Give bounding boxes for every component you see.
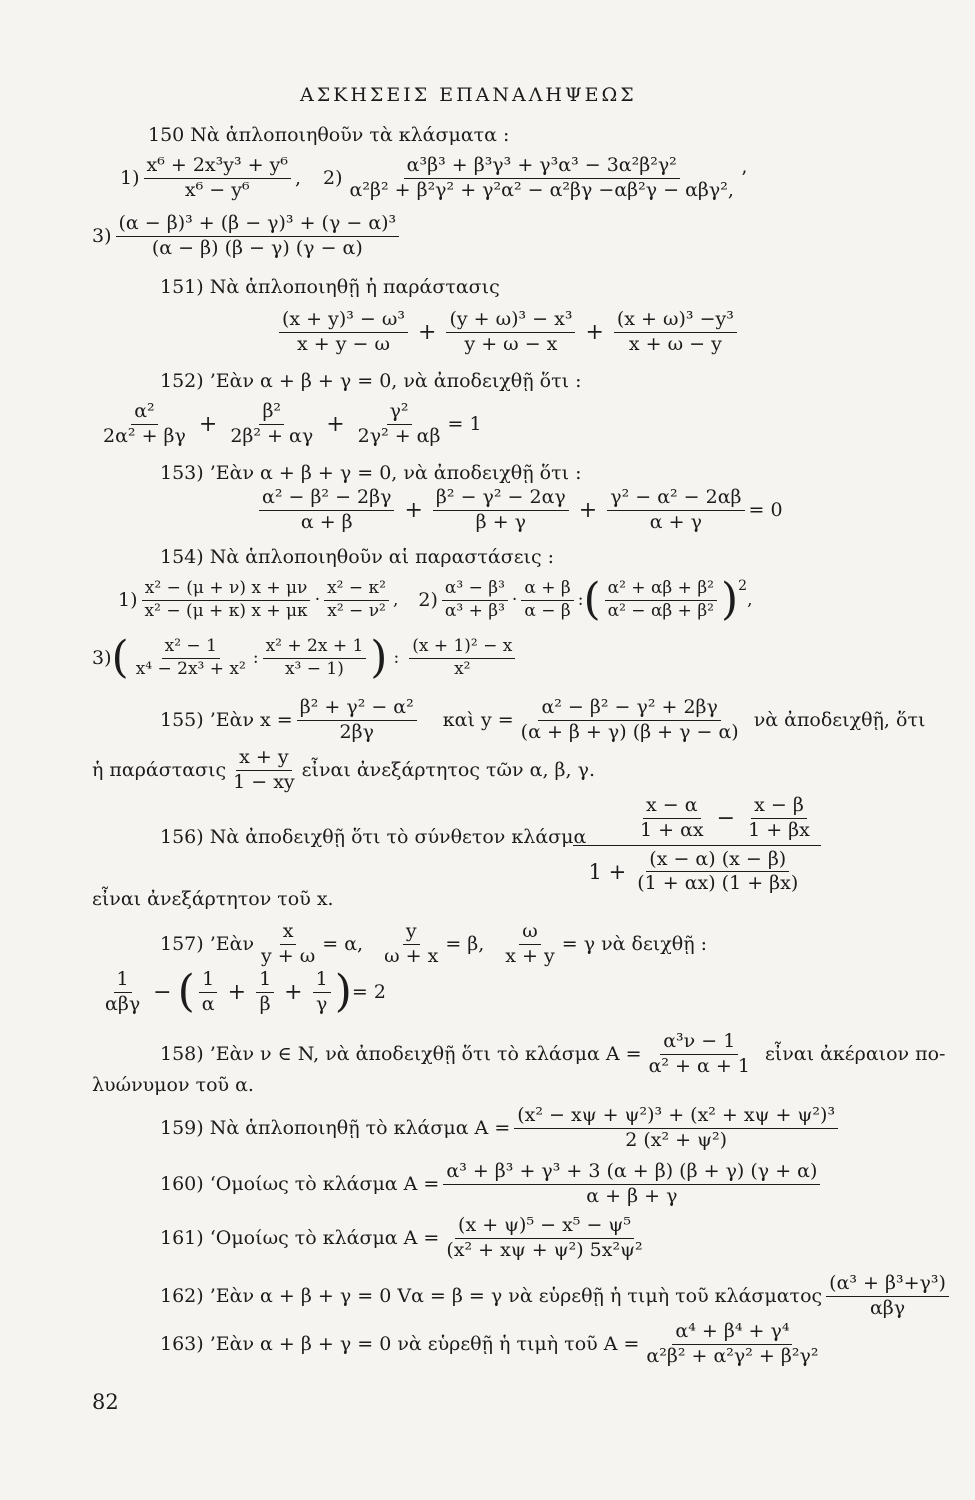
exercise-151-label: 151) Νὰ ἁπλοποιηθῇ ἡ παράστασις [160,276,500,298]
fraction: $\frac{\text{α³ν − 1}}{\text{α² + α + 1}}$ [648,1030,750,1077]
item-index: 3) [92,647,112,669]
fraction: $\frac{(x - \alpha) (x - \beta)}{(1 + \alpha x) (1 + \beta x)}$ [637,847,799,895]
exercise-161: 161) ‘Ομοίως τὸ κλάσμα A = $\frac{\text{(x + ψ)⁵ − x⁵ − ψ⁵}}{\text{(x² + xψ + ψ²) 5x²ψ²}}$ [160,1214,650,1263]
exercise-160: 160) ‘Ομοίως τὸ κλάσμα A = $\frac{\text{α³ + β³ + γ³ + 3 (α + β) (β + γ) (γ + α)}}{\alpha + \beta + \gamma}$ [160,1160,824,1209]
exercise-154-line1: 1) $\frac{\text{x² − (μ + ν) x + μν}}{\text{x² − (μ + κ) x + μκ}}$ · $\frac{\text{x² − κ²}}{\text{x² − ν²}}$ , 2) $\frac{\text{α³ − β³}}{\text{α³ + β³}}$ · $\frac{\alpha + \beta}{\alpha - \beta}$ : ( $\frac{\text{α² + αβ + β²}}{\text{α² − αβ + β²}}$ ) 2 , [118,574,753,625]
exercise-156-compound-fraction: $\frac{x - \alpha}{1 + \alpha x}$ − $\frac{x - \beta}{1 + \beta x}$ 1 + $\frac{(x - \alpha) (x - \beta)}{(1 + \alpha x) (1 + \beta x)}$ [573,794,821,896]
exercise-154-line2: 3) ( $\frac{\text{x² − 1}}{\text{x⁴ − 2x³ + x²}}$ : $\frac{\text{x² + 2x + 1}}{\text{x³ − 1)}}$ ) : $\frac{\text{(x + 1)² − x}}{\text{x²}}$ [92,636,519,680]
fraction: $\frac{\text{(x + ψ)⁵ − x⁵ − ψ⁵}}{\text{(x² + xψ + ψ²) 5x²ψ²}}$ [446,1214,643,1261]
exercise-163: 163) ’Εὰν α + β + γ = 0 νὰ εὑρεθῇ ἡ τιμὴ τοῦ A = $\frac{\text{α⁴ + β⁴ + γ⁴}}{\text{α²β² + α²γ² + β²γ²}}$ [160,1320,825,1369]
exercise-153-equation: $\frac{\text{α² − β² − 2βγ}}{\alpha + \beta}$ + $\frac{\text{β² − γ² − 2αγ}}{\beta + \gamma}$ + $\frac{\text{γ² − α² − 2αβ}}{\alpha + \gamma}$ = 0 [255,486,783,535]
exercise-162: 162) ’Εὰν α + β + γ = 0 Vα = β = γ νὰ εὑρεθῇ ἡ τιμὴ τοῦ κλάσματος $\frac{\text{(α³ + β³+γ³)}}{\text{αβγ}}$ [160,1272,953,1321]
fraction: $\frac{\text{β² + γ² − α²}}{2\beta\gamma}$ [297,696,417,745]
exercise-157-line1: 157) ’Εὰν $\frac{x}{y + \omega}$ = α, $\frac{y}{\omega + x}$ = β, $\frac{\omega}{x + y}$ = γ νὰ δειχθῇ : [160,920,708,967]
fraction: $\frac{\text{(x + ω)³ −y³}}{x + \omega - y}$ [614,308,737,357]
exercise-152-equation: $\frac{\text{α²}}{\text{2α² + βγ}}$ + $\frac{\text{β²}}{\text{2β² + αγ}}$ + $\frac{\text{γ²}}{\text{2γ² + αβ}}$ = 1 [96,400,482,449]
exercise-150-line2 [92,212,403,261]
fraction: $\frac{x + y}{1 - xy}$ [233,746,295,793]
exercise-158-line2: λυώνυμον τοῦ α. [92,1074,254,1096]
fraction: $\frac{\text{(y + ω)³ − x³}}{y + \omega - x}$ [446,308,575,357]
exercise-152-label: 152) ’Εὰν α + β + γ = 0, νὰ ἀποδειχθῇ ὅτι : [160,370,582,392]
exercise-158-line1: 158) ’Εὰν ν ∈ N, νὰ ἀποδειχθῇ ὅτι τὸ κλάσμα A = $\frac{\text{α³ν − 1}}{\text{α² + α + 1}}$ εἶναι ἀκέραιον πο- [160,1030,946,1077]
fraction: $\frac{\text{x² − 1}}{\text{x⁴ − 2x³ + x²}}$ [135,636,246,679]
fraction: $\frac{\text{γ²}}{\text{2γ² + αβ}}$ [357,400,441,447]
fraction: $\frac{\text{(x² − xψ + ψ²)³ + (x² + xψ + ψ²)³}}{\text{2 (x² + ψ²)}}$ [514,1104,838,1153]
fraction: $\frac{\omega}{x + y}$ [505,920,555,967]
fraction: $\frac{x}{y + \omega}$ [261,920,316,967]
page-number: 82 [92,1390,119,1414]
fraction: $\frac{\text{(x + 1)² − x}}{\text{x²}}$ [409,636,515,680]
fraction: $\frac{\alpha + \beta}{\alpha - \beta}$ [521,578,573,622]
fraction: $\frac{\text{α² − β² − γ² + 2βγ}}{(\alpha + \beta + \gamma) (\beta + \gamma - \alpha)}$ [520,696,739,743]
fraction: $\frac{\text{(α − β)³ + (β − γ)³ + (γ − α)³}}{(\alpha - \beta) (\beta - \gamma) (\gamma - \alpha)}$ [116,212,400,261]
fraction: $\frac{1}{\gamma}$ [313,968,331,1017]
exercise-154-label: 154) Νὰ ἁπλοποιηθοῦν αἱ παραστάσεις : [160,546,555,568]
exercise-155-line1: 155) ’Εὰν x = $\frac{\text{β² + γ² − α²}}{2\beta\gamma}$ καὶ y = $\frac{\text{α² − β² − γ² + 2βγ}}{(\alpha + \beta + \gamma) (\beta + \gamma - \alpha)}$ νὰ ἀποδειχθῇ, ὅτι [160,696,926,743]
fraction: $\frac{\text{x⁶ + 2x³y³ + y⁶}}{\text{x⁶ − y⁶}}$ [144,154,291,203]
fraction: $\frac{\text{α³β³ + β³γ³ + γ³α³ − 3α²β²γ²}}{\text{α²β² + β²γ² + γ²α² − α²βγ −αβ²γ − αβγ²,}}$ [349,154,734,201]
fraction: $\frac{\text{α⁴ + β⁴ + γ⁴}}{\text{α²β² + α²γ² + β²γ²}}$ [646,1320,819,1367]
exercise-150-line1: 1) $\frac{\text{x⁶ + 2x³y³ + y⁶}}{\text{x⁶ − y⁶}}$ , 2) $\frac{\text{α³β³ + β³γ³ + γ³α³ − 3α²β²γ²}}{\text{α²β² + β²γ² + γ²α² − α²βγ −αβ²γ − αβγ²,}}$ ’ [120,154,747,201]
item-index: 2) [418,589,438,611]
fraction: $\frac{1}{\beta}$ [256,968,274,1017]
fraction: $\frac{x - \alpha}{1 + \alpha x}$ [640,794,704,841]
item-index: 1) [120,167,140,190]
item-index: 3) [92,225,112,248]
exercise-159: 159) Νὰ ἁπλοποιηθῇ τὸ κλάσμα A = $\frac{\text{(x² − xψ + ψ²)³ + (x² + xψ + ψ²)³}}{\text{2 (x² + ψ²)}}$ [160,1104,842,1153]
exercise-157-line2: $\frac{1}{\text{αβγ}}$ − ( $\frac{1}{\alpha}$ + $\frac{1}{\beta}$ + $\frac{1}{\gamma}$ ) = 2 [98,968,386,1017]
exercise-156-label: 156) Νὰ ἀποδειχθῇ ὅτι τὸ σύνθετον κλάσμα [160,826,587,848]
fraction: $\frac{1}{\text{αβγ}}$ [105,968,141,1015]
exercise-150-label: 150 Νὰ ἁπλοποιηθοῦν τὰ κλάσματα : [148,124,510,146]
fraction: $\frac{\text{β²}}{\text{2β² + αγ}}$ [230,400,314,447]
fraction: $\frac{\text{(α³ + β³+γ³)}}{\text{αβγ}}$ [826,1272,949,1321]
fraction: $\frac{\text{x² − κ²}}{\text{x² − ν²}}$ [324,578,389,622]
page-title: ΑΣΚΗΣΕΙΣ ΕΠΑΝΑΛΗΨΕΩΣ [300,84,637,106]
fraction: $\frac{\text{γ² − α² − 2αβ}}{\alpha + \gamma}$ [607,486,744,535]
fraction: $\frac{\text{(x + y)³ − ω³}}{x + y - \omega}$ [279,308,408,357]
item-index: 2) [323,167,343,190]
fraction: $\frac{\text{x² + 2x + 1}}{\text{x³ − 1)}}$ [263,636,367,680]
exercise-156-line2: εἶναι ἀνεξάρτητον τοῦ x. [92,888,334,910]
exercise-155-line2: ἡ παράστασις $\frac{x + y}{1 - xy}$ εἶναι ἀνεξάρτητος τῶν α, β, γ. [92,746,596,793]
fraction: $\frac{1}{\alpha}$ [199,968,218,1017]
fraction: $\frac{\text{α²}}{\text{2α² + βγ}}$ [103,400,186,447]
fraction: $\frac{\text{α² − β² − 2βγ}}{\alpha + \beta}$ [259,486,394,535]
exercise-151-expression: $\frac{\text{(x + y)³ − ω³}}{x + y - \omega}$ + $\frac{\text{(y + ω)³ − x³}}{y + \omega - x}$ + $\frac{\text{(x + ω)³ −y³}}{x + \omega - y}$ [275,308,741,357]
fraction: $\frac{\text{β² − γ² − 2αγ}}{\beta + \gamma}$ [433,486,569,535]
fraction: $\frac{\text{α³ − β³}}{\text{α³ + β³}}$ [442,578,508,622]
exercise-153-label: 153) ’Εὰν α + β + γ = 0, νὰ ἀποδειχθῇ ὅτι : [160,462,582,484]
item-index: 1) [118,589,138,611]
fraction: $\frac{y}{\omega + x}$ [384,920,439,967]
fraction: $\frac{\text{α² + αβ + β²}}{\text{α² − αβ + β²}}$ [605,578,717,622]
fraction: $\frac{\text{α³ + β³ + γ³ + 3 (α + β) (β + γ) (γ + α)}}{\alpha + \beta + \gamma}$ [443,1160,820,1209]
fraction: $\frac{\text{x² − (μ + ν) x + μν}}{\text{x² − (μ + κ) x + μκ}}$ [142,578,311,622]
fraction: $\frac{x - \beta}{1 + \beta x}$ [748,794,810,841]
